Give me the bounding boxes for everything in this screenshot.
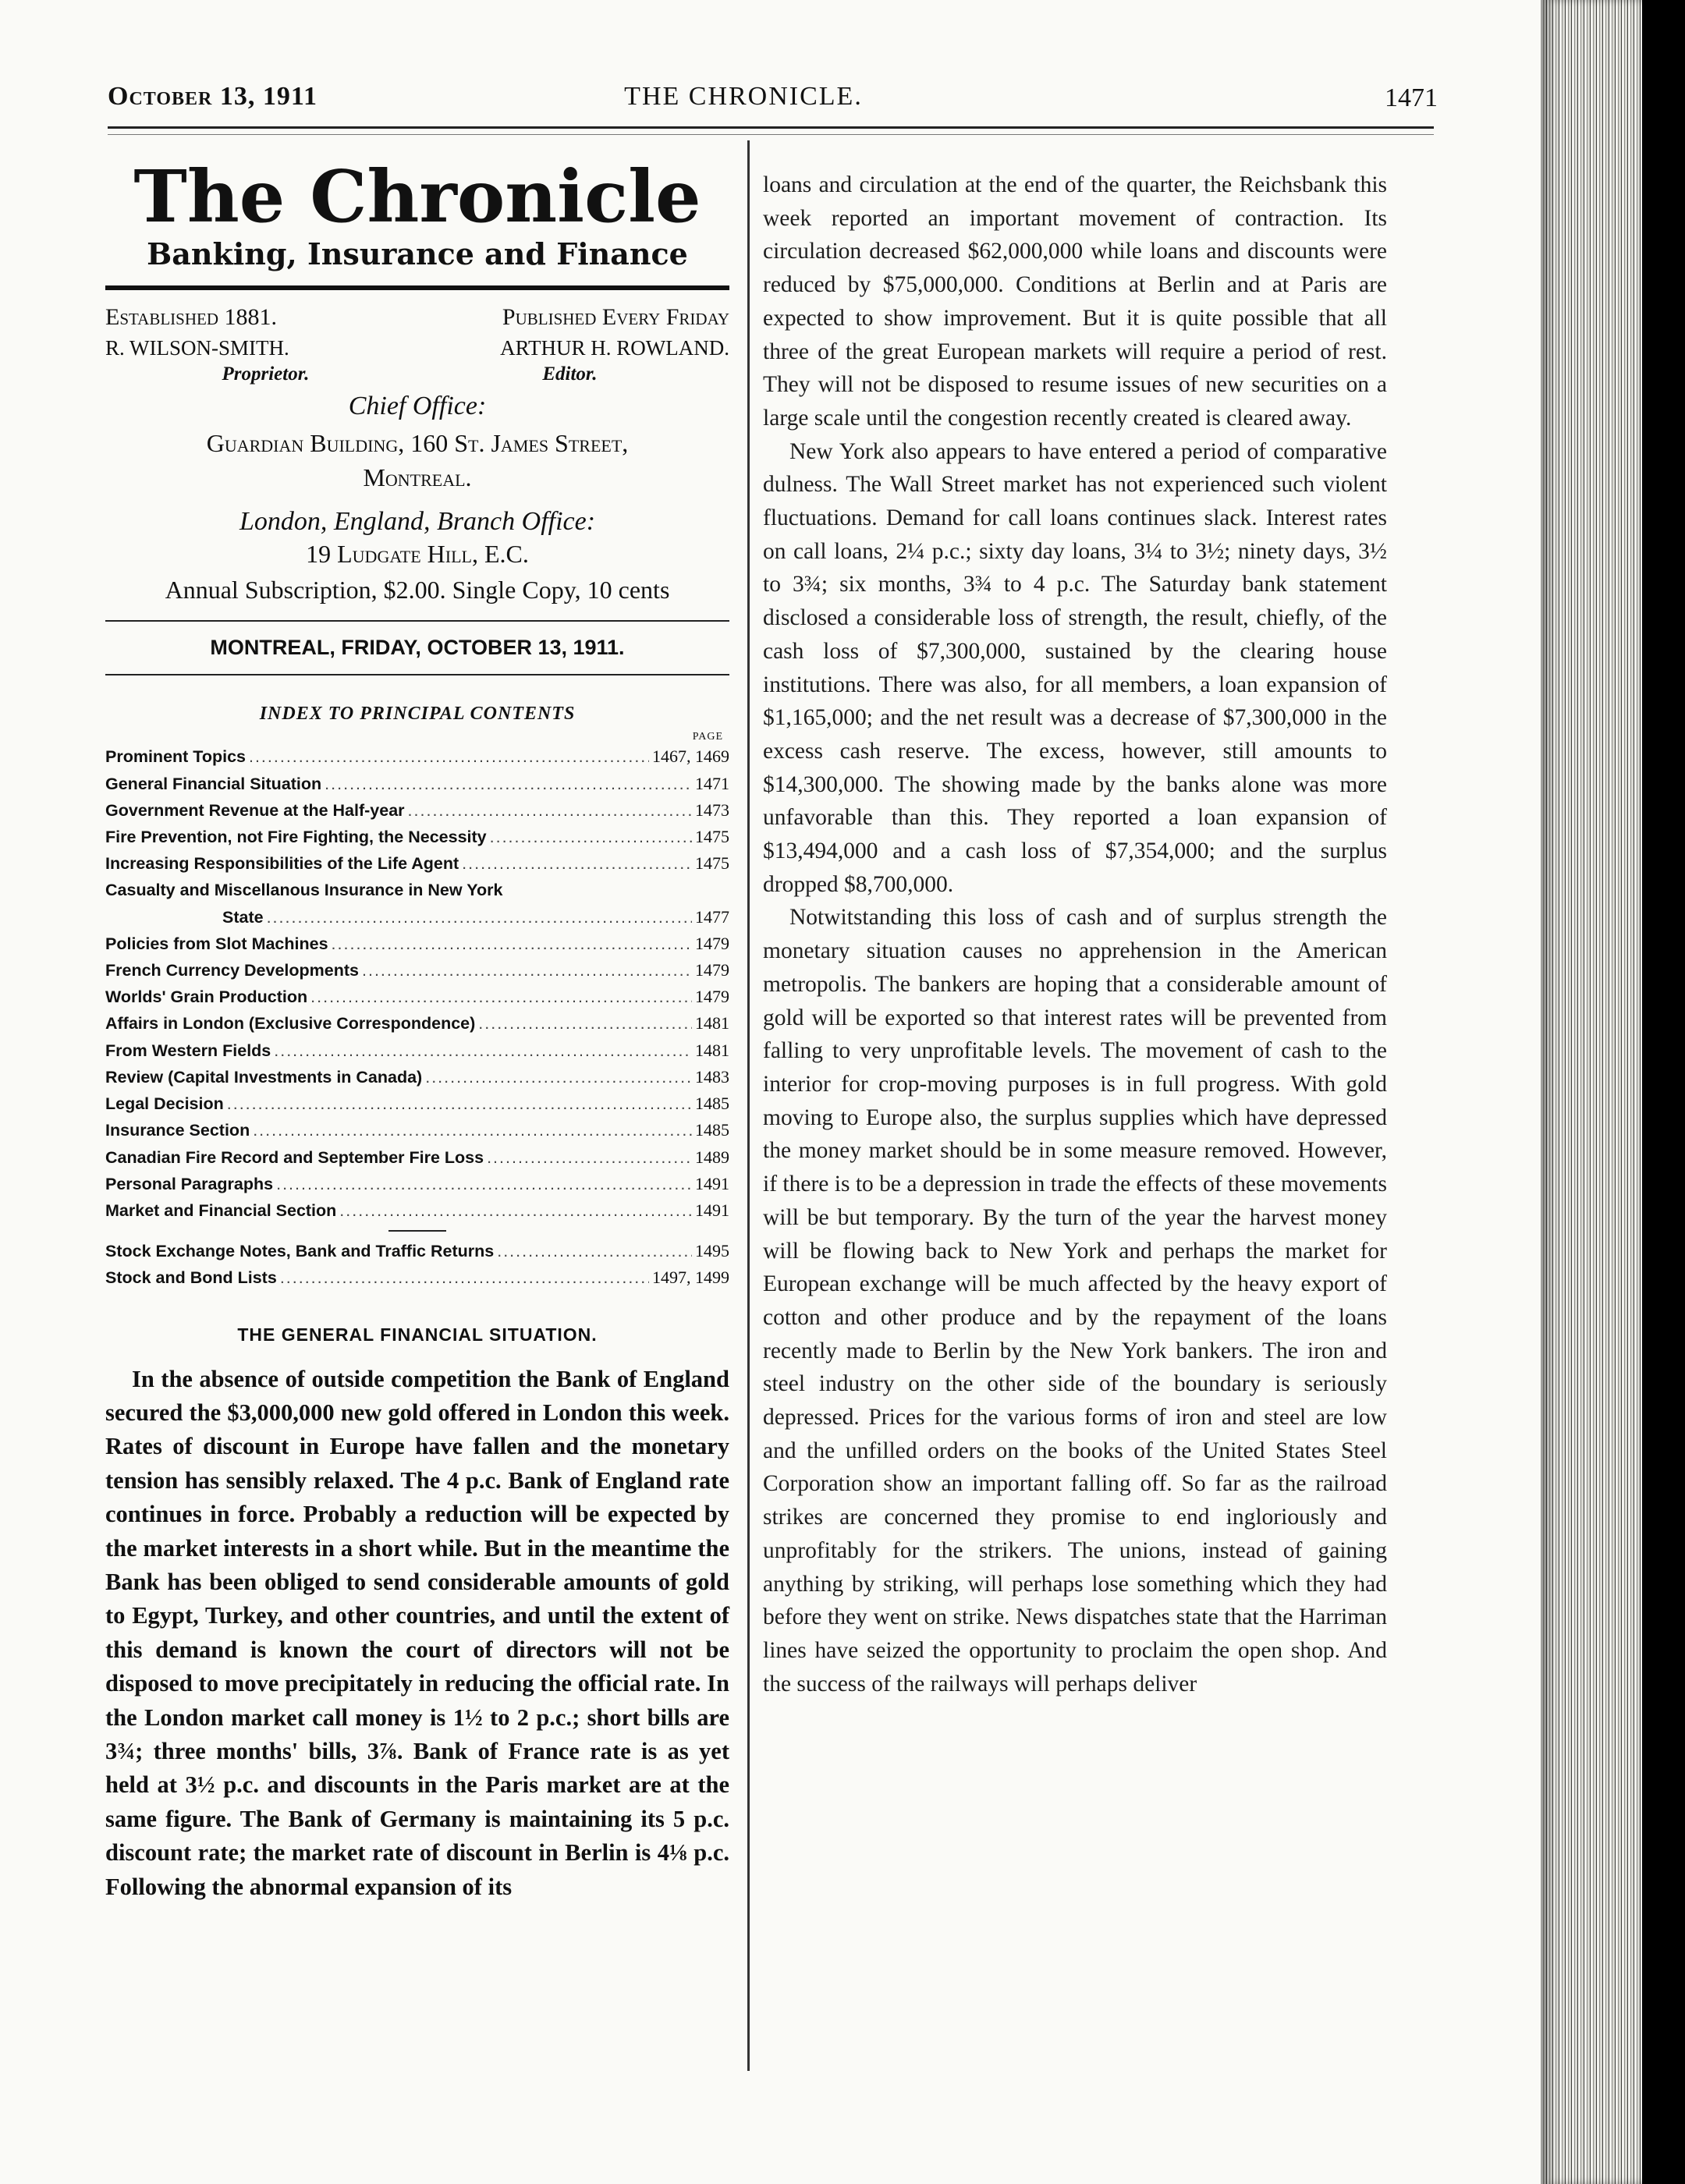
index-entry [105,1238,729,1264]
index-entry-page: 1475 [695,853,729,874]
index-entry-title: Stock and Bond Lists [105,1268,277,1288]
column-divider [747,140,750,2071]
index-entry-page: 1491 [695,1200,729,1220]
index-entry [105,984,729,1010]
index-entry-title: Legal Decision [105,1094,224,1114]
index-entry-page: 1479 [695,987,729,1007]
index-list-secondary [105,1238,729,1291]
dateline-rule-bottom [105,674,729,675]
index-entry [105,771,729,797]
index-entry-title: Canadian Fire Record and September Fire Loss [105,1147,484,1167]
masthead-rule [105,285,729,290]
page-number: 1471 [1385,83,1438,112]
index-entry-page: 1489 [695,1147,729,1167]
index-entry [105,1090,729,1117]
index-leader-dots [267,904,692,931]
index-entry-title: Policies from Slot Machines [105,934,328,953]
branch-office-address: 19 Ludgate Hill, E.C. [306,540,529,569]
index-leader-dots [497,1238,692,1264]
branch-office-label: London, England, Branch Office: [239,507,596,537]
index-entry [105,957,729,984]
index-entry [105,931,729,957]
subscription-text: Annual Subscription, $2.00. Single Copy, 10 cents [165,576,670,604]
editor-name: ARTHUR H. ROWLAND. [500,336,729,360]
index-entry-title: Insurance Section [105,1121,250,1140]
index-leader-dots [227,1090,692,1117]
index-leader-dots [339,1197,692,1224]
index-entry-page: 1483 [695,1066,729,1087]
index-entry [105,1144,729,1171]
index-entry-page: 1475 [695,827,729,847]
index-leader-dots [310,984,692,1010]
staff-names [105,334,729,363]
running-header [108,82,1438,113]
index-entry-title: Prominent Topics [105,747,246,767]
index-page-header: PAGE [692,731,723,743]
index-entry-page: 1491 [695,1173,729,1193]
index-entry [105,1064,729,1090]
chief-office-city: Montreal. [363,463,472,492]
staff-roles [105,363,729,385]
index-leader-dots [332,931,692,957]
masthead-subtitle: Banking, Insurance and Finance [147,236,688,272]
left-column [105,156,729,1904]
index-entry-title: Increasing Responsibilities of the Life Agent [105,854,459,874]
article-paragraph-3: Notwitstanding this loss of cash and of surplus strength the monetary situation causes no apprehension in the American metropolis. The bankers are hoping that a considerable amount of gold will be exported so that interest rates will be prevented from falling to very unprofitable levels. The movement of cash to the interior for crop-moving purposes is in full progress. With gold moving to Europe also, the surplus supplies which have depressed the money market should be in some measure removed. However, if there is to be a depression in trade the effects of these movements will be but temporary. By the turn of the year the harvest money will be flowing back to New York and perhaps the market for European exchange will be much affected by the heavy export of cotton and other produce and by the repayment of the loans recently made to Berlin by the New York bankers. The iron and steel industry on the other side of the boundary is seriously depressed. Prices for the various forms of iron and steel are low and the unfilled orders on the books of the United States Steel Corporation show an important falling off. So far as the railroad strikes are concerned they promise to end ingloriously and unprofitably for the strikers. The unions, instead of gaining anything by striking, will perhaps lose something which they had before they went on strike. News dispatches state that the Harriman lines have seized the opportunity to proclaim the open shop. And the success of the railways will perhaps deliver [763,905,1387,1696]
index-entry-page: 1479 [695,960,729,980]
index-entry [105,1264,729,1291]
index-leader-dots [425,1064,692,1090]
index-entry [105,1171,729,1197]
index-entry-title: Government Revenue at the Half-year [105,800,405,820]
index-leader-dots [276,1171,692,1197]
index-entry-title: Stock Exchange Notes, Bank and Traffic Returns [105,1242,495,1261]
index-entry-page: 1467, 1469 [652,746,729,767]
index-entry-page: 1479 [695,933,729,953]
index-leader-dots [280,1264,649,1291]
index-entry-page: 1471 [695,773,729,793]
header-title: THE CHRONICLE. [624,82,863,111]
index-leader-dots [274,1037,692,1064]
index-entry [105,1117,729,1143]
index-leader-dots [249,743,649,770]
index-entry [105,877,729,903]
article-paragraph-2: New York also appears to have entered a period of comparative dulness. The Wall Street market has not experienced such violent fluctuations. Demand for call loans continues slack. Interest rates on call loans, 2¼ p.c.; sixty day loans, 3¼ to 3½; ninety days, 3½ to 3¾; six months, 3¾ to 4 p.c. The Saturday bank statement disclosed a considerable loss of strength, the result, chiefly, of the cash loss of $7,300,000, sustained by the clearing house institutions. There was also, for all members, a loan expansion of $1,165,000; and the net result was a decrease of $7,300,000 in the excess cash reserve. The excess, however, still amounts to $14,300,000. The showing made by the banks alone was more unfavorable than this. They reported a loan expansion of $13,494,000 and a cash loss of $7,354,000; and the surplus dropped $8,700,000. [763,438,1387,897]
index-entry [105,904,729,931]
header-date: October 13, 1911 [108,82,317,111]
article-title: THE GENERAL FINANCIAL SITUATION. [237,1324,598,1345]
index-list [105,743,729,1224]
index-entry [105,1010,729,1037]
article-paragraph-1: loans and circulation at the end of the quarter, the Reichsbank this week reported an important movement of contraction. Its circulation decreased $62,000,000 while loans and discounts were reduced by $75,000,000. Conditions at Berlin and at Paris are expected to show improvement. But it is quite possible that all three of the great European markets will require a period of rest. They will not be disposed to resume issues of new securities on a large scale until the congestion recently created is cleared away. [763,172,1387,431]
publication-info [105,301,729,334]
index-entry-title: Worlds' Grain Production [105,987,308,1007]
index-entry-title: Casualty and Miscellanous Insurance in New York [105,881,503,900]
established-text: Established 1881. [105,304,277,331]
index-entry-page: 1473 [695,800,729,820]
index-entry-title: Fire Prevention, not Fire Fighting, the Necessity [105,828,487,847]
index-entry-title: Affairs in London (Exclusive Correspondence) [105,1014,476,1034]
index-title: INDEX TO PRINCIPAL CONTENTS [259,704,576,725]
header-rule [108,126,1434,135]
index-entry-page: 1477 [695,906,729,927]
index-entry-title: French Currency Developments [105,961,359,980]
index-entry-page: 1495 [695,1241,729,1261]
index-entry-title: General Financial Situation [105,774,322,793]
index-leader-dots [487,1144,692,1171]
index-entry [105,850,729,877]
index-entry [105,743,729,770]
masthead-title: The Chronicle [133,154,701,239]
index-leader-dots [253,1117,692,1143]
dateline: MONTREAL, FRIDAY, OCTOBER 13, 1911. [210,636,625,660]
index-entry-page: 1481 [695,1013,729,1034]
index-entry-page: 1497, 1499 [652,1268,729,1288]
index-entry [105,824,729,850]
index-entry-title: State [222,907,264,927]
index-entry-title: Market and Financial Section [105,1200,337,1220]
index-entry-page: 1481 [695,1040,729,1060]
proprietor-name: R. WILSON-SMITH. [105,336,289,360]
index-entry-title: From Western Fields [105,1041,271,1060]
index-leader-dots [462,850,692,877]
index-entry [105,797,729,824]
index-leader-dots [362,957,692,984]
index-entry-title: Personal Paragraphs [105,1174,274,1193]
editor-label: Editor. [542,363,598,385]
right-column [763,168,1387,1700]
proprietor-label: Proprietor. [222,363,310,385]
index-leader-dots [478,1010,692,1037]
index-entry-page: 1485 [695,1094,729,1114]
dateline-rule-top [105,620,729,622]
index-separator [388,1230,446,1232]
chief-office-label: Chief Office: [348,391,487,420]
published-text: Published Every Friday [502,304,729,331]
article-body-left: In the absence of outside competition the Bank of England secured the $3,000,000 new gold offered in London this week. Rates of discount in Europe have fallen and the monetary tension has sensibly relaxed. The 4 p.c. Bank of England rate continues in force. Probably a reduction will be expected by the market interests in a short while. But in the meantime the Bank has been obliged to send considerable amounts of gold to Egypt, Turkey, and other countries, and until the extent of this demand is known the court of directors will not be disposed to move precipitately in reducing the official rate. In the London market call money is 1½ to 2 p.c.; short bills are 3¾; three months' bills, 3⅞. Bank of France rate is as yet held at 3½ p.c. and discounts in the Paris market are at the same figure. The Bank of Germany is maintaining its 5 p.c. discount rate; the market rate of discount in Berlin is 4⅛ p.c. Following the abnormal expansion of its [105,1365,729,1900]
index-leader-dots [490,824,692,850]
book-page-edges [1541,0,1642,2184]
index-leader-dots [408,797,692,824]
index-entry [105,1197,729,1224]
index-entry-page: 1485 [695,1120,729,1140]
chief-office-address: Guardian Building, 160 St. James Street, [206,428,629,457]
index-leader-dots [325,771,692,797]
index-entry-title: Review (Capital Investments in Canada) [105,1067,423,1087]
index-entry [105,1037,729,1064]
